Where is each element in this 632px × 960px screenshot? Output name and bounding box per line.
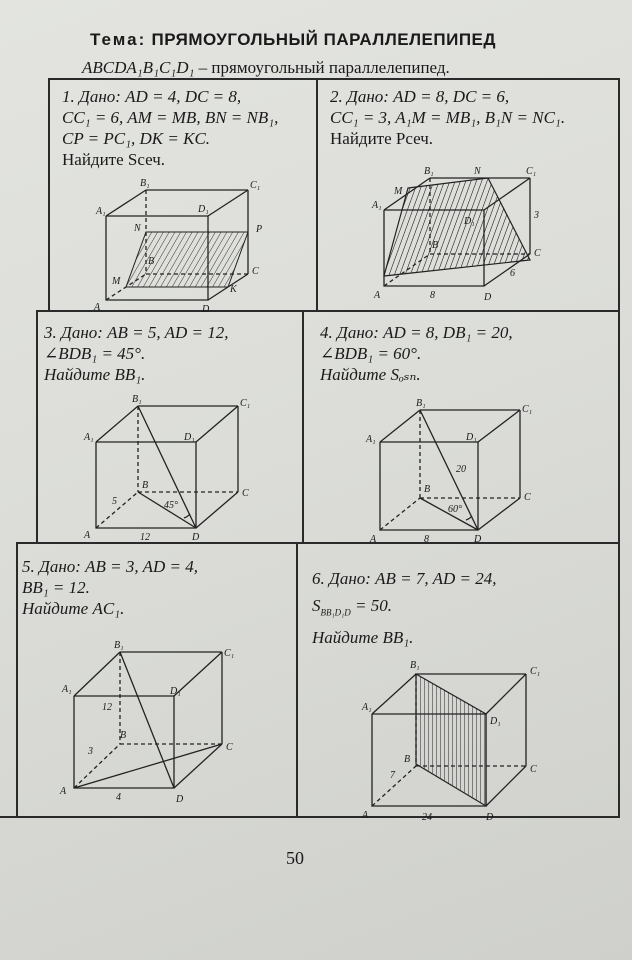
svg-text:A: A [370,534,377,545]
svg-text:C₁: C₁ [522,404,533,415]
problem-2-figure [360,164,560,311]
svg-text:B: B [142,480,149,491]
svg-text:3: 3 [534,210,539,221]
svg-text:B₁: B₁ [410,660,420,671]
svg-text:D: D [176,794,184,805]
svg-text:A: A [94,302,101,313]
svg-text:6: 6 [510,268,515,279]
svg-text:B: B [404,754,411,765]
svg-text:D: D [192,532,200,543]
svg-text:D₁: D₁ [490,716,501,727]
svg-text:A₁: A₁ [362,702,372,713]
svg-text:45°: 45° [164,500,178,511]
problem-3-text: 3. Дано: AB = 5, AD = 12, ∠BDB₁ = 45°. Найдите BB₁. [44,323,229,384]
problem-2-text: 2. Дано: AD = 8, DC = 6, CC₁ = 3, A₁M = MB₁, B₁N = NC₁. Найдите Pсеч. [330,87,566,148]
problem-1-text: 1. Дано: AD = 4, DC = 8, CC₁ = 6, AM = MB, BN = NB₁, CP = PC₁, DK = KC. Найдите Sсеч. [62,87,279,169]
svg-text:K: K [230,284,237,295]
svg-text:D₁: D₁ [464,216,475,227]
problem-4-text: 4. Дано: AD = 8, DB₁ = 20, ∠BDB₁ = 60°. Найдите Sₒₛₙ. [320,323,513,384]
problem-3-figure [80,392,270,549]
svg-text:60°: 60° [448,504,462,515]
svg-text:C₁: C₁ [250,180,261,191]
problem-6-text: 6. Дано: AB = 7, AD = 24, $S_{BB_1D_1D} = 50$. Найдите BB₁. [312,569,497,648]
svg-text:A₁: A₁ [372,200,382,211]
svg-text:C: C [530,764,537,775]
problem-4-figure [362,396,552,551]
problem-5-figure [58,638,258,813]
svg-text:A₁: A₁ [96,206,106,217]
svg-text:D₁: D₁ [184,432,195,443]
svg-text:M: M [394,186,403,197]
svg-text:A₁: A₁ [366,434,376,445]
svg-text:A: A [60,786,67,797]
svg-text:C: C [252,266,259,277]
svg-text:B₁: B₁ [416,398,426,409]
svg-text:P: P [256,224,263,235]
svg-text:8: 8 [424,534,429,545]
svg-text:C₁: C₁ [526,166,537,177]
page-subtitle: ABCDA₁B₁C₁D₁ – прямоугольный параллелепипед. [82,58,450,77]
svg-text:B₁: B₁ [132,394,142,405]
svg-text:12: 12 [140,532,150,543]
problem-6-figure [356,654,556,831]
svg-text:C: C [226,742,233,753]
svg-text:A: A [84,530,91,541]
svg-text:D₁: D₁ [170,686,181,697]
svg-text:D₁: D₁ [198,204,209,215]
svg-text:D: D [486,812,494,823]
svg-text:B: B [120,730,127,741]
label-b1: B₁ [140,178,150,189]
problem-5-text: 5. Дано: AB = 3, AD = 4, BB₁ = 12. Найдите AC₁. [22,557,198,618]
svg-text:B: B [148,256,155,267]
svg-text:C: C [524,492,531,503]
svg-text:N: N [134,223,141,234]
svg-text:A: A [362,810,369,821]
page-title: Тема: ПРЯМОУГОЛЬНЫЙ ПАРАЛЛЕЛЕПИПЕД [90,30,496,49]
problem-1-figure [80,176,290,321]
svg-text:C: C [242,488,249,499]
svg-text:4: 4 [116,792,121,803]
svg-text:B₁: B₁ [424,166,434,177]
svg-text:B: B [424,484,431,495]
svg-text:B₁: B₁ [114,640,124,651]
svg-text:B: B [432,240,439,251]
svg-text:D₁: D₁ [466,432,477,443]
svg-text:N: N [474,166,481,177]
svg-text:5: 5 [112,496,117,507]
page-number: 50 [286,848,304,868]
svg-text:M: M [112,276,121,287]
svg-text:3: 3 [88,746,93,757]
svg-text:C₁: C₁ [240,398,251,409]
svg-text:24: 24 [422,812,432,823]
svg-text:C: C [534,248,541,259]
svg-text:12: 12 [102,702,112,713]
svg-text:A₁: A₁ [84,432,94,443]
svg-text:A: A [374,290,381,301]
svg-text:20: 20 [456,464,466,475]
svg-text:D: D [484,292,492,303]
svg-text:C₁: C₁ [224,648,235,659]
svg-text:8: 8 [430,290,435,301]
svg-text:D: D [474,534,482,545]
svg-text:C₁: C₁ [530,666,541,677]
svg-text:D: D [202,304,210,315]
svg-text:7: 7 [390,770,395,781]
svg-text:A₁: A₁ [62,684,72,695]
